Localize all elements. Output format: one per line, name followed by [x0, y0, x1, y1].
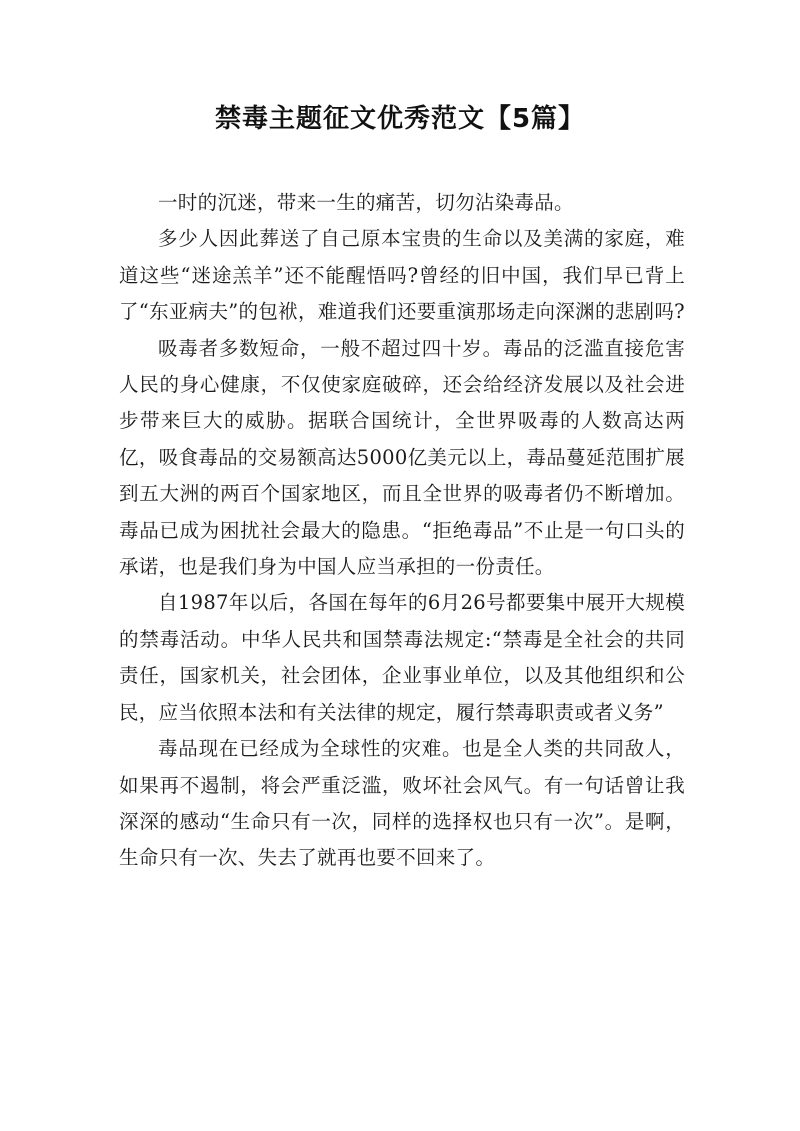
paragraph-1: 一时的沉迷，带来一生的痛苦，切勿沾染毒品。: [158, 191, 574, 214]
document-title: 禁毒主题征文优秀范文【5篇】: [214, 104, 586, 134]
paragraph-5: 毒品现在已经成为全球性的灾难。也是全人类的共同敌人，如果再不遏制，将会严重泛滥，败坏社会风气。有一句话曾让我深深的感动“生命只有一次，同样的选择权也只有一次”。是啊，生命只有一次、失去了就再也要不回来了。: [119, 737, 685, 870]
paragraph-2: 多少人因此葬送了自己原本宝贵的生命以及美满的家庭，难道这些“迷途羔羊”还不能醒悟吗?曾经的旧中国，我们早已背上了“东亚病夫”的包袱，难道我们还要重演那场走向深渊的悲剧吗?: [119, 227, 685, 324]
paragraph-4: 自1987年以后，各国在每年的6月26号都要集中展开大规模的禁毒活动。中华人民共和国禁毒法规定:“禁毒是全社会的共同责任，国家机关，社会团体，企业事业单位，以及其他组织和公民，应当依照本法和有关法律的规定，履行禁毒职责或者义务”: [119, 591, 685, 724]
document-body: [119, 185, 685, 877]
paragraph-3: 吸毒者多数短命，一般不超过四十岁。毒品的泛滥直接危害人民的身心健康，不仅使家庭破碎，还会给经济发展以及社会进步带来巨大的威胁。据联合国统计，全世界吸毒的人数高达两亿，吸食毒品的交易额高达5000亿美元以上，毒品蔓延范围扩展到五大洲的两百个国家地区，而且全世界的吸毒者仍不断增加。毒品已成为困扰社会最大的隐患。“拒绝毒品”不止是一句口头的承诺，也是我们身为中国人应当承担的一份责任。: [119, 336, 685, 579]
